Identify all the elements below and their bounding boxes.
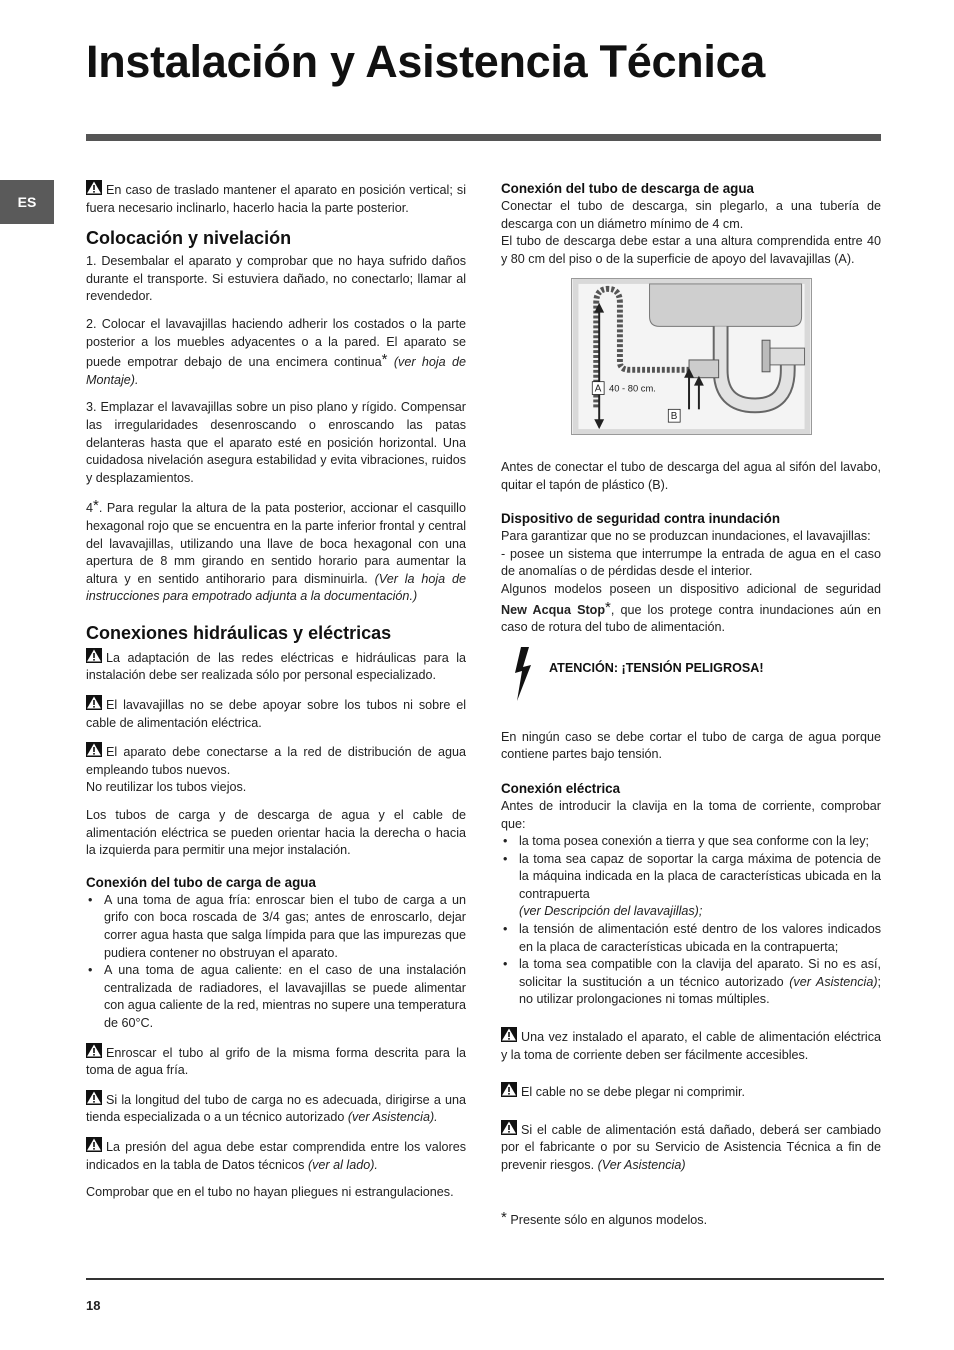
warning-icon <box>501 1027 517 1042</box>
page-title: Instalación y Asistencia Técnica <box>86 36 766 87</box>
placement-step-1: 1. Desembalar el aparato y comprobar que no haya sufrido daños durante el transporte. Si estuviera dañado, no conectarlo; llamar al revendedor. <box>86 254 466 304</box>
footnote: * Presente sólo en algunos modelos. <box>501 1208 708 1227</box>
warning-icon <box>86 180 102 195</box>
lightning-bolt-icon <box>507 647 537 701</box>
label-range: 40 - 80 cm. <box>609 383 656 394</box>
subheading-flood-safety: Dispositivo de seguridad contra inundación <box>501 511 781 527</box>
connections-warning-1: La adaptación de las redes eléctricas e hidráulicas para la instalación debe ser realizada sólo por personal especializado. <box>86 648 466 685</box>
list-item: • la toma sea compatible con la clavija del aparato. Si no es así, solicitar la sustitución a un técnico autorizado (ver Asistencia); no utilizar prolongaciones ni tomas múltiples. <box>501 956 881 1009</box>
placement-step-3: 3. Emplazar el lavavajillas sobre un piso plano y rígido. Compensar las irregularidades desenroscando o enroscando las patas delanteras hasta que el aparato esté en posición horizontal. Una cuidadosa nivelación asegura estabilidad y evita vibraciones, ruidos y desplazamientos. <box>86 400 466 485</box>
title-rule <box>86 134 881 141</box>
inlet-warning-2: Si la longitud del tubo de carga no es adecuada, dirigirse a una tienda especializada o a un técnico autorizado (ver Asistencia). <box>86 1090 466 1127</box>
footer-rule <box>86 1278 884 1280</box>
electrical-warning-3: Si el cable de alimentación está dañado, deberá ser cambiado por el fabricante o por su Servicio de Asistencia Técnica a fin de prevenir riesgos. (Ver Asistencia) <box>501 1120 881 1175</box>
list-item: • A una toma de agua fría: enroscar bien el tubo de carga a un grifo con boca roscada de 3/4 gas; antes de enroscarlo, dejar correr agua hasta que salga límpida para que las impurezas que pudiera contener no obstruyan el aparato. <box>86 892 466 962</box>
page-number: 18 <box>86 1298 101 1313</box>
warning-icon <box>501 1120 517 1135</box>
list-item: • la toma posea conexión a tierra y que sea conforme con la ley; <box>501 833 881 851</box>
inlet-warning-1: Enroscar el tubo al grifo de la misma forma descrita para la toma de agua fría. <box>86 1043 466 1080</box>
connections-orientation: Los tubos de carga y de descarga de agua y el cable de alimentación eléctrica se pueden orientar hacia la derecha o hacia la izquierda para permitir una mejor instalación. <box>86 808 466 858</box>
list-item: • A una toma de agua caliente: en el caso de una instalación centralizada de radiadores, el lavavajillas se puede alimentar con agua caliente de la red, mientras no supere una temperatura de 60°C. <box>86 962 466 1032</box>
danger-notice <box>501 647 881 701</box>
connections-warning-3: El aparato debe conectarse a la red de distribución de agua empleando tubos nuevos. No reutilizar los tubos viejos. <box>86 742 466 797</box>
inlet-warning-3: La presión del agua debe estar comprendida entre los valores indicados en la tabla de Datos técnicos (ver al lado). <box>86 1137 466 1174</box>
drain-text: Conectar el tubo de descarga, sin plegarlo, a una tubería de descarga con un diámetro mínimo de 4 cm. El tubo de descarga debe estar a una altura comprendida entre 40 y 80 cm del piso o de la superficie de apoyo del lavavajillas (A). <box>501 199 881 266</box>
drain-height-diagram <box>571 278 812 435</box>
placement-step-2: 2. Colocar el lavavajillas haciendo adherir los costados o la parte posterior a los muebles adyacentes o a la pared. El aparato se puede empotrar debajo de una encimera continua* (ver hoja de Montaje). <box>86 316 467 387</box>
subheading-drain-hose: Conexión del tubo de descarga de agua <box>501 181 754 196</box>
label-b: B <box>670 411 678 423</box>
warning-icon <box>501 1082 517 1097</box>
subheading-inlet-hose: Conexión del tubo de carga de agua <box>86 874 316 890</box>
subheading-electrical: Conexión eléctrica <box>501 780 621 796</box>
connections-warning-2: El lavavajillas no se debe apoyar sobre los tubos ni sobre el cable de alimentación eléctrica. <box>86 695 466 732</box>
list-item: • la toma sea capaz de soportar la carga máxima de potencia de la máquina indicada en la placa de características ubicada en la contrapuerta (ver Descripción del lavavajillas); <box>501 851 881 921</box>
warning-icon <box>86 648 102 663</box>
list-item: • la tensión de alimentación esté dentro de los valores indicados en la placa de características ubicada en la contrapuerta; <box>501 921 881 956</box>
inlet-hose-list <box>86 892 466 1033</box>
warning-icon <box>86 742 102 757</box>
placement-step-4: 4*. Para regular la altura de la pata posterior, accionar el casquillo hexagonal rojo que se encuentra en la parte inferior frontal y central del lavavajillas, utilizando una llave de boca hexagonal con una apertura de 8 mm girando en sentido horario para aumentar la altura y en sentido antihorario para disminuirla. (Ver la hoja de instrucciones para empotrado adjunta a la documentación.) <box>86 497 467 604</box>
electrical-warning-1: Una vez instalado el aparato, el cable de alimentación eléctrica y la toma de corriente deben ser fácilmente accesibles. <box>501 1027 881 1064</box>
drain-plug-note: Antes de conectar el tubo de descarga del agua al sifón del lavabo, quitar el tapón de plástico (B). <box>501 459 881 492</box>
electrical-warning-2: El cable no se debe plegar ni comprimir. <box>501 1082 881 1102</box>
language-tab: ES <box>0 180 54 224</box>
intro-warning: En caso de traslado mantener el aparato en posición vertical; si fuera necesario inclinarlo, hacerlo hacia la parte posterior. <box>86 180 466 217</box>
left-column <box>86 180 466 1212</box>
warning-icon <box>86 1043 102 1058</box>
dangerous-voltage-note: En ningún caso se debe cortar el tubo de carga de agua porque contiene partes bajo tensión. <box>501 729 881 762</box>
danger-text: ATENCIÓN: ¡TENSIÓN PELIGROSA! <box>549 660 764 675</box>
electrical-intro: Antes de introducir la clavija en la toma de corriente, comprobar que: <box>501 798 881 831</box>
warning-icon <box>86 1090 102 1105</box>
label-a: A <box>594 383 602 395</box>
electrical-list <box>501 833 881 1009</box>
section-heading-placement: Colocación y nivelación <box>86 228 292 249</box>
warning-icon <box>86 695 102 710</box>
warning-icon <box>86 1137 102 1152</box>
inlet-check: Comprobar que en el tubo no hayan pliegues ni estrangulaciones. <box>86 1185 454 1200</box>
section-heading-connections: Conexiones hidráulicas y eléctricas <box>86 622 392 643</box>
flood-safety-text: Para garantizar que no se produzcan inundaciones, el lavavajillas: - posee un sistema que interrumpe la entrada de agua en el caso de anomalías o de pérdidas desde el interior. Algunos modelos poseen un dispositivo adicional de seguridad New Acqua Stop*, que los protege contra inundaciones aún en caso de rotura del tubo de alimentación. <box>501 529 881 635</box>
right-column <box>501 180 881 1239</box>
